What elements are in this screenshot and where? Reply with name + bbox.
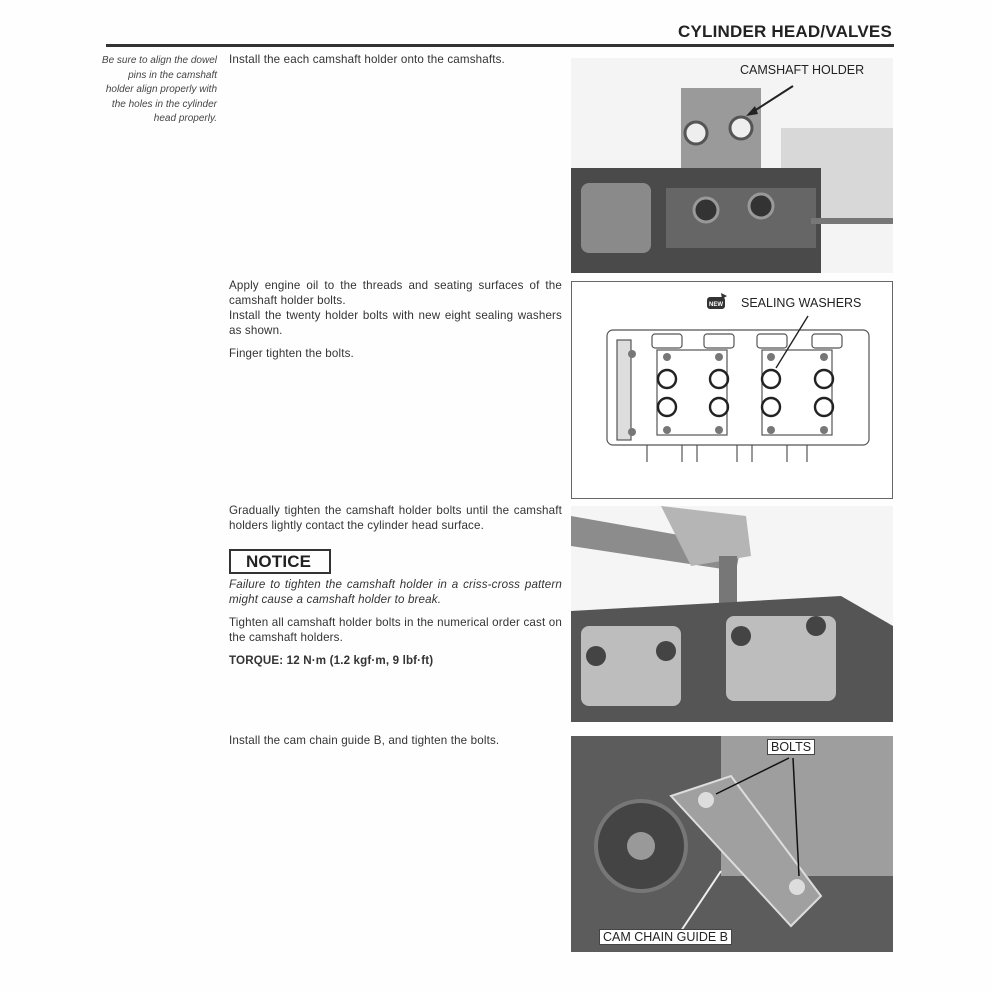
paragraph: Tighten all camshaft holder bolts in the numerical order cast on the camshaft holders. [229, 616, 562, 644]
paragraph: Install the cam chain guide B, and tighten the bolts. [229, 734, 500, 747]
header-rule [106, 44, 894, 47]
side-note: Be sure to align the dowel pins in the camshaft holder align properly with the holes in the cylinder head properly. [101, 55, 217, 125]
notice-text: Failure to tighten the camshaft holder in a criss-cross pattern might cause a camshaft holder to break. [229, 578, 562, 606]
cylinder-head-line-drawing [572, 282, 892, 498]
label-cam-chain-guide-b: CAM CHAIN GUIDE B [599, 929, 732, 945]
wrench-photo-illustration [571, 506, 893, 722]
new-part-icon [705, 293, 729, 311]
step-2-text [229, 278, 562, 369]
paragraph: Install the twenty holder bolts with new eight sealing washers as shown. [229, 309, 562, 337]
step-1-text [229, 52, 562, 75]
label-bolts: BOLTS [767, 739, 815, 755]
paragraph: Install the each camshaft holder onto the camshafts. [229, 53, 505, 66]
figure-camshaft-holder-photo [571, 58, 893, 273]
figure-sealing-washers-diagram [571, 281, 893, 499]
label-sealing-washers: SEALING WASHERS [738, 296, 864, 310]
notice-label: NOTICE [229, 549, 331, 574]
paragraph: Gradually tighten the camshaft holder bolts until the camshaft holders lightly contact the cylinder head surface. [229, 504, 562, 532]
figure-cam-chain-guide-photo [571, 736, 893, 952]
page-header-title: CYLINDER HEAD/VALVES [677, 22, 892, 41]
label-camshaft-holder: CAMSHAFT HOLDER [740, 63, 865, 77]
engine-photo-illustration [571, 58, 893, 273]
svg-text:NEW: NEW [709, 302, 723, 308]
torque-spec: TORQUE: 12 N·m (1.2 kgf·m, 9 lbf·ft) [229, 654, 434, 667]
figure-tightening-photo [571, 506, 893, 722]
step-3-text [229, 503, 562, 676]
paragraph: Finger tighten the bolts. [229, 347, 354, 360]
paragraph: Apply engine oil to the threads and seating surfaces of the camshaft holder bolts. [229, 279, 562, 307]
step-4-text [229, 733, 562, 756]
cam-chain-guide-illustration [571, 736, 893, 952]
